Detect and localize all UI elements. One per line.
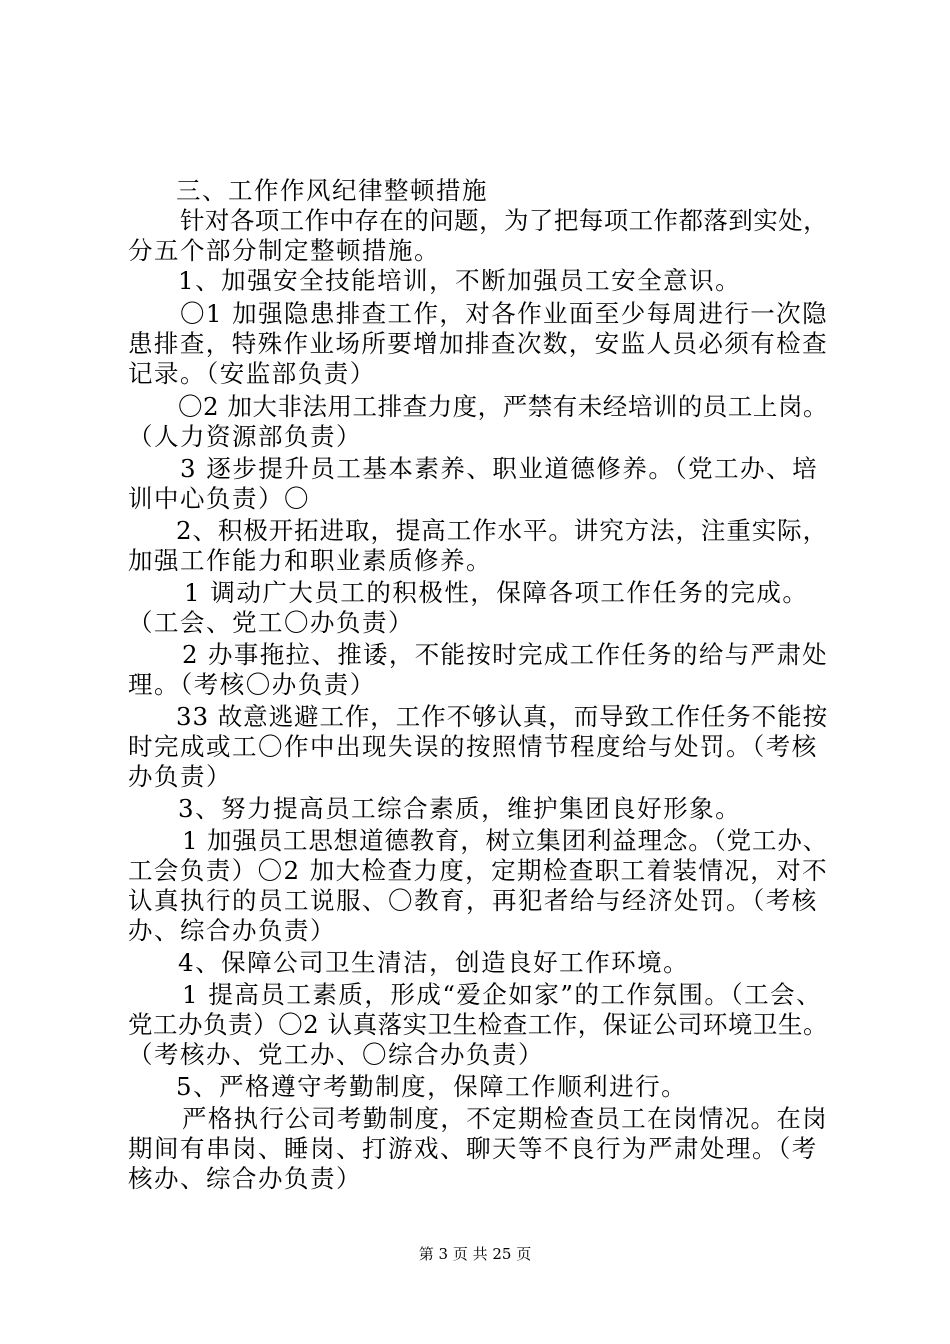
- paragraph-line: 分五个部分制定整顿措施。: [128, 236, 440, 265]
- paragraph-line: 2 办事拖拉、推诿，不能按时完成工作任务的给与严肃处: [182, 640, 828, 669]
- section-heading: 三、工作作风纪律整顿措施: [176, 176, 488, 205]
- page-number-footer: 第 3 页 共 25 页: [418, 1245, 532, 1263]
- paragraph-line: 记录。（安监部负责）: [128, 359, 376, 388]
- paragraph-line: 工会负责）〇2 加大检查力度，定期检查职工着装情况，对不: [128, 856, 828, 885]
- paragraph-line: （考核办、党工办、〇综合办负责）: [128, 1040, 544, 1069]
- paragraph-line: 时完成或工〇作中出现失误的按照情节程度给与处罚。（考核: [128, 732, 818, 761]
- subsection-heading: 1、加强安全技能培训，不断加强员工安全意识。: [178, 266, 742, 295]
- paragraph-line: 33 故意逃避工作，工作不够认真，而导致工作任务不能按: [176, 702, 828, 731]
- paragraph-line: 核办、综合办负责）: [128, 1164, 362, 1193]
- subsection-heading: 4、保障公司卫生清洁，创造良好工作环境。: [178, 948, 690, 977]
- paragraph-line: （工会、党工〇办负责）: [128, 608, 414, 637]
- paragraph-line: 1 调动广大员工的积极性，保障各项工作任务的完成。: [184, 578, 809, 607]
- paragraph-line: 〇2 加大非法用工排查力度，严禁有未经培训的员工上岗。: [178, 392, 828, 421]
- paragraph-line: 3 逐步提升员工基本素养、职业道德修养。（党工办、培: [180, 454, 819, 483]
- paragraph-line: 办负责）: [128, 762, 232, 791]
- paragraph-line: 1 加强员工思想道德教育，树立集团利益理念。（党工办、: [182, 826, 828, 855]
- paragraph-line: 加强工作能力和职业素质修养。: [128, 546, 492, 575]
- paragraph-line: 患排查，特殊作业场所要增加排查次数，安监人员必须有检查: [128, 329, 828, 358]
- subsection-heading: 2、积极开拓进取，提高工作水平。讲究方法，注重实际，: [176, 516, 828, 545]
- paragraph-line: 训中心负责）〇: [128, 484, 310, 513]
- paragraph-line: （人力资源部负责）: [128, 422, 362, 451]
- paragraph-line: 期间有串岗、睡岗、打游戏、聊天等不良行为严肃处理。（考: [128, 1134, 818, 1163]
- subsection-heading: 3、努力提高员工综合素质，维护集团良好形象。: [178, 794, 742, 823]
- paragraph-line: 办、综合办负责）: [128, 916, 336, 945]
- paragraph-line: 严格执行公司考勤制度，不定期检查员工在岗情况。在岗: [182, 1104, 828, 1133]
- paragraph-line: 党工办负责）〇2 认真落实卫生检查工作，保证公司环境卫生。: [128, 1010, 828, 1039]
- subsection-heading: 5、严格遵守考勤制度，保障工作顺利进行。: [176, 1072, 688, 1101]
- paragraph-line: 1 提高员工素质，形成“爱企如家”的工作氛围。（工会、: [182, 980, 823, 1009]
- paragraph-line: 〇1 加强隐患排查工作，对各作业面至少每周进行一次隐: [180, 299, 828, 328]
- paragraph-line: 认真执行的员工说服、〇教育，再犯者给与经济处罚。（考核: [128, 886, 818, 915]
- paragraph-line: 针对各项工作中存在的问题，为了把每项工作都落到实处，: [180, 206, 828, 235]
- paragraph-line: 理。（考核〇办负责）: [128, 670, 376, 699]
